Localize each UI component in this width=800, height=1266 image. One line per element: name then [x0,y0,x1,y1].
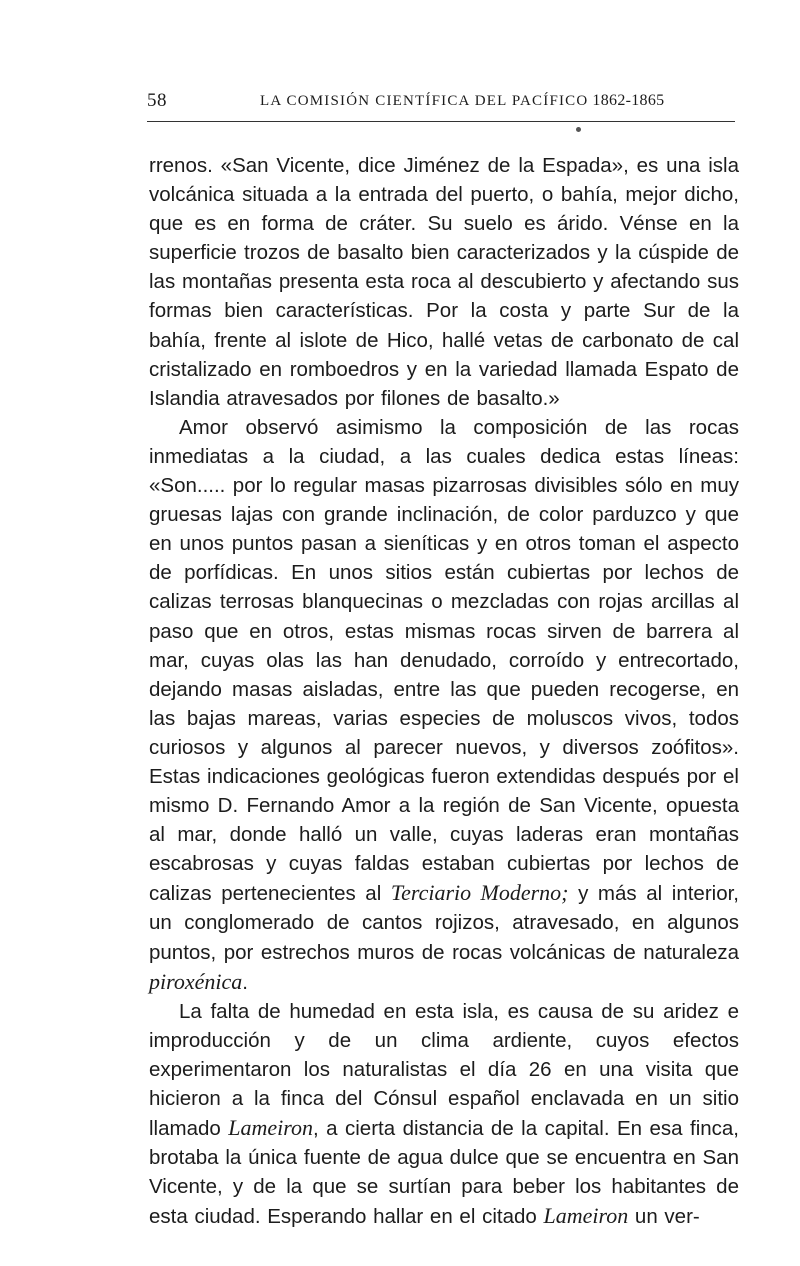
text-run: rrenos. «San Vicente, dice Jiménez de la Espada», es una isla volcánica situada a la entrada del puerto, o bahía, mejor dicho, que es en forma de cráter. Su suelo es árido. Vénse en la superficie trozos de basalto bien caracterizados y la cúspide de las montañas presenta esta roca al descubierto y afectando sus formas bien características. Por la costa y parte Sur de la bahía, frente al islote de Hico, hallé vetas de carbonato de cal cristalizado en romboedros y en la variedad llamada Espato de Islandia atravesados por filones de basalto.» [149,154,739,410]
page-number: 58 [147,90,167,111]
text-run: . [242,970,248,994]
text-run: y más al interior, un conglomerado de cantos rojizos, atravesado, en algunos puntos, por estrechos muros de rocas volcánicas de naturaleza [149,882,740,964]
italic-term: piroxénica [149,968,243,994]
italic-term: Lameiron [228,1115,313,1141]
page-header [147,84,737,114]
running-title-text: LA COMISIÓN CIENTÍFICA DEL PACÍFICO [260,93,589,109]
text-run: La falta de humedad en esta isla, es causa de su aridez e improducción y de un clima ardiente, cuyos efectos experimentaron los naturalistas el día 26 en una visita que hicieron a la finca del Cónsul español enclavada en un sitio llamado [149,999,739,1141]
text-run: , a cierta distancia de la capital. En esa finca, brotaba la única fuente de agua dulce que se encuentra en San Vicente, y de la que se surtían para beber los habitantes de esta ciudad. Esperando hallar en el citado [149,1117,739,1229]
paragraph-2 [149,413,739,997]
text-run: Amor observó asimismo la composición de las rocas inmediatas a la ciudad, a las cuales dedica estas líneas: «Son..... por lo regular masas pizarrosas divisibles sólo en muy gruesas lajas con grande inclinación, de color parduzco y que en unos puntos pasan a sieníticas y en otros toman el aspecto de porfídicas. En unos sitios están cubiertas por lechos de calizas terrosas blanquecinas o mezcladas con rojas arcillas al paso que en otros, estas mismas rocas sirven de barrera al mar, cuyas olas las han denudado, corroído y entrecortado, dejando masas aisladas, entre las que pueden recogerse, en las bajas mareas, varias especies de moluscos vivos, todos curiosos y algunos al parecer nuevos, y diversos zoófitos». Estas indicaciones geológicas fueron extendidas después por el mismo D. Fernando Amor a la región de San Vicente, opuesta al mar, donde halló un valle, cuyas laderas eran montañas escabrosas y cuyas faldas estaban cubiertas por lechos de calizas pertenecientes al [149,415,739,906]
italic-term: Lameiron [543,1203,629,1229]
print-speck [576,127,581,132]
running-title [260,92,664,110]
running-title-years: 1862-1865 [592,92,665,109]
paragraph-1 [149,151,739,413]
italic-term: Terciario Moderno; [390,880,569,906]
text-run: un ver- [628,1205,700,1229]
body-text [149,151,739,1231]
paragraph-3 [149,997,739,1232]
header-rule [147,121,735,122]
